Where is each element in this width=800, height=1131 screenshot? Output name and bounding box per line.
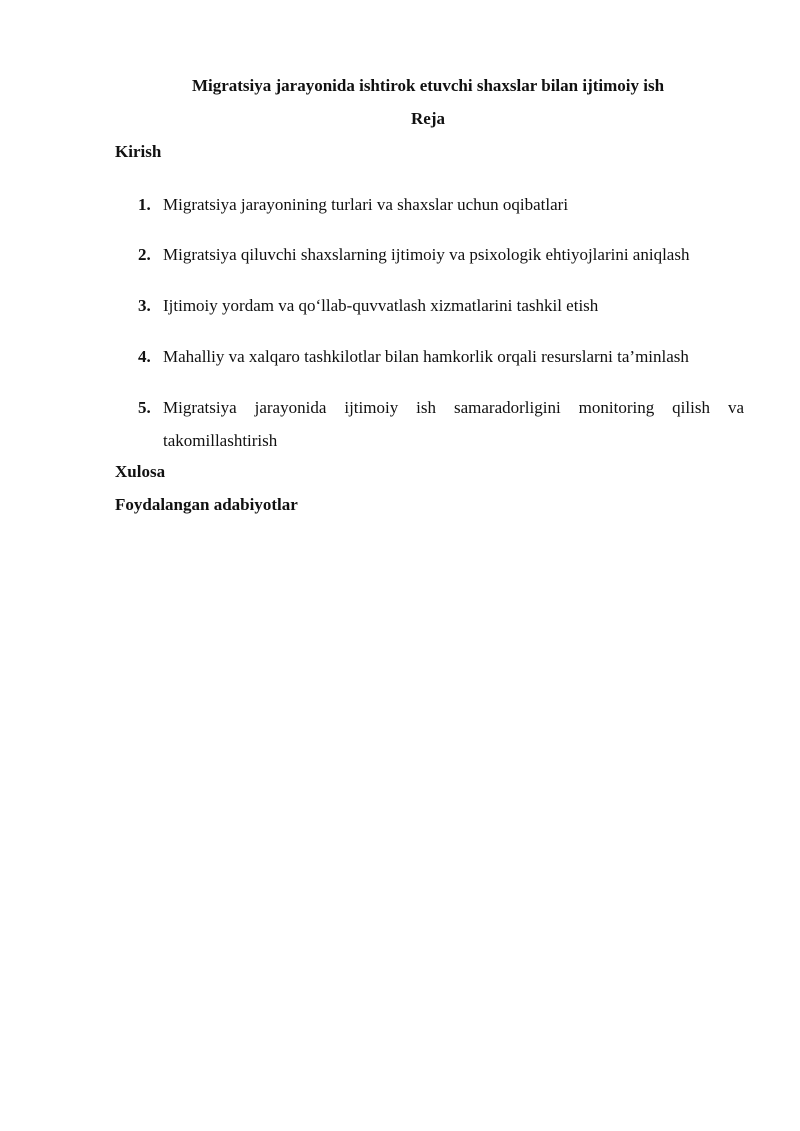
plan-item-text: Migratsiya qiluvchi shaxslarning ijtimoiy va psixologik ehtiyojlarini aniqlash [163,245,690,264]
plan-item-number: 2. [138,245,151,264]
intro-heading: Kirish [115,142,162,161]
document-title: Migratsiya jarayonida ishtirok etuvchi shaxslar bilan ijtimoiy ish [191,76,665,95]
plan-item [138,340,744,373]
plan-item-number: 1. [138,195,151,214]
plan-item [138,391,744,457]
plan-item [138,289,744,322]
plan-item [138,188,744,221]
plan-item-number: 4. [138,347,151,366]
conclusion-heading: Xulosa [115,462,166,481]
plan-item-number: 3. [138,296,151,315]
plan-heading: Reja [411,109,445,128]
plan-item [138,238,744,271]
plan-item-number: 5. [138,398,151,417]
plan-item-text: Migratsiya jarayonining turlari va shaxslar uchun oqibatlari [163,195,569,214]
plan-item-text: Ijtimoiy yordam va qo‘llab-quvvatlash xizmatlarini tashkil etish [163,296,599,315]
plan-item-text: Migratsiya jarayonida ijtimoiy ish samaradorligini monitoring qilish va takomillashtirish [163,398,744,450]
plan-item-text: Mahalliy va xalqaro tashkilotlar bilan hamkorlik orqali resurslarni ta’minlash [163,347,689,366]
references-heading: Foydalangan adabiyotlar [115,495,298,514]
